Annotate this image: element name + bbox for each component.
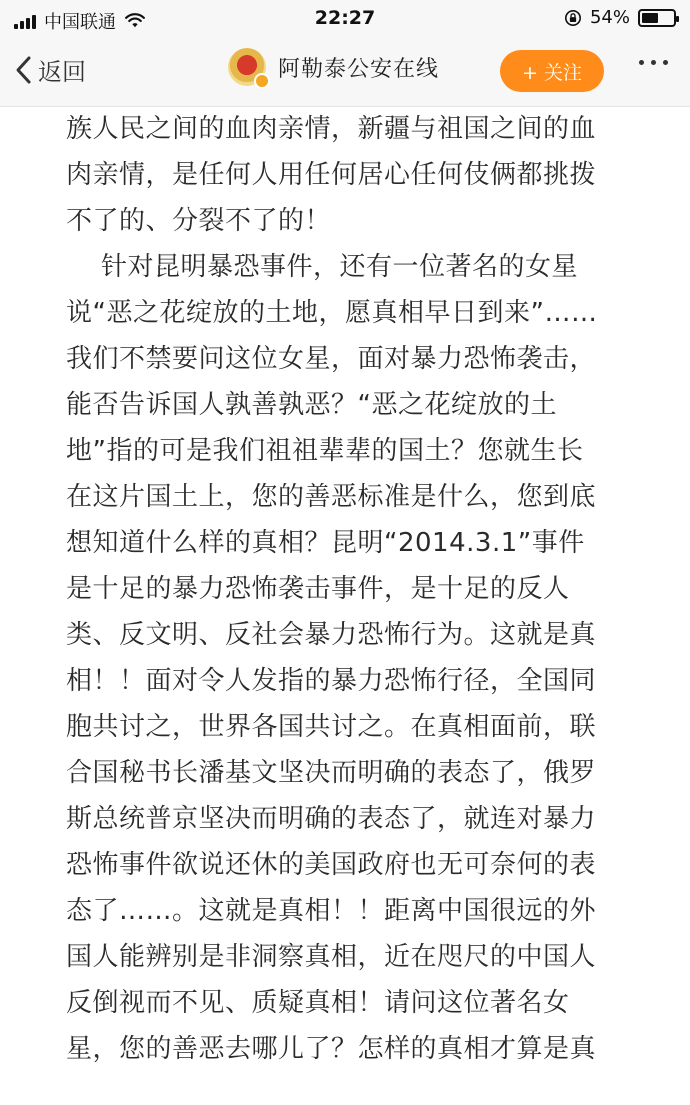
article-line: 反倒视而不见、质疑真相！请问这位著名女 [66, 988, 570, 1018]
article-line: 相！！面对令人发指的暴力恐怖行径，全国同 [66, 666, 597, 696]
account-header[interactable] [228, 48, 439, 86]
article-line: 星，您的善恶去哪儿了？怎样的真相才算是真 [66, 1034, 597, 1064]
article-line: 恐怖事件欲说还休的美国政府也无可奈何的表 [66, 850, 597, 880]
verified-badge-icon [254, 73, 270, 89]
article-line: 我们不禁要问这位女星，面对暴力恐怖袭击， [66, 344, 597, 374]
article-line: 地”指的可是我们祖祖辈辈的国土？您就生长 [66, 436, 584, 466]
article-line: 胞共讨之，世界各国共讨之。在真相面前，联 [66, 712, 597, 742]
article-line: 态了……。这就是真相！！距离中国很远的外 [66, 896, 597, 926]
article-line: 合国秘书长潘基文坚决而明确的表态了，俄罗 [66, 758, 597, 788]
article-line: 族人民之间的血肉亲情，新疆与祖国之间的血 [66, 114, 597, 144]
follow-button[interactable]: + 关注 [500, 50, 604, 92]
article-line: 想知道什么样的真相？昆明“2014.3.1”事件 [66, 528, 585, 558]
carrier-label: 中国联通 [44, 12, 116, 33]
article-line: 在这片国土上，您的善恶标准是什么，您到底 [66, 482, 597, 512]
article-line: 说“恶之花绽放的土地，愿真相早日到来”…… [66, 298, 598, 328]
status-right [564, 7, 676, 28]
article-body [66, 106, 631, 1072]
article-line: 斯总统普京坚决而明确的表态了，就连对暴力 [66, 804, 597, 834]
article-line: 能否告诉国人孰善孰恶？“恶之花绽放的土 [66, 390, 557, 420]
more-options-icon[interactable] [639, 60, 668, 65]
orientation-lock-icon [564, 9, 582, 27]
back-button[interactable] [14, 52, 86, 87]
battery-level [642, 13, 658, 23]
article-line: 是十足的暴力恐怖袭击事件，是十足的反人 [66, 574, 570, 604]
battery-icon [638, 9, 676, 27]
article-line: 针对昆明暴恐事件，还有一位著名的女星 [66, 252, 579, 282]
battery-percent: 54% [589, 7, 630, 28]
clock: 22:27 [314, 7, 376, 29]
account-name[interactable]: 阿勒泰公安在线 [278, 56, 440, 82]
article-line: 类、反文明、反社会暴力恐怖行为。这就是真 [66, 620, 597, 650]
back-label: 返回 [38, 58, 86, 86]
chevron-left-icon [14, 55, 32, 85]
nav-bar [0, 38, 690, 107]
article-line: 国人能辨别是非洞察真相，近在咫尺的中国人 [66, 942, 597, 972]
status-bar [0, 0, 690, 38]
article-line: 肉亲情，是任何人用任何居心任何伎俩都挑拨 [66, 160, 597, 190]
article-line: 不了的、分裂不了的！ [66, 206, 332, 236]
avatar[interactable] [228, 48, 266, 86]
